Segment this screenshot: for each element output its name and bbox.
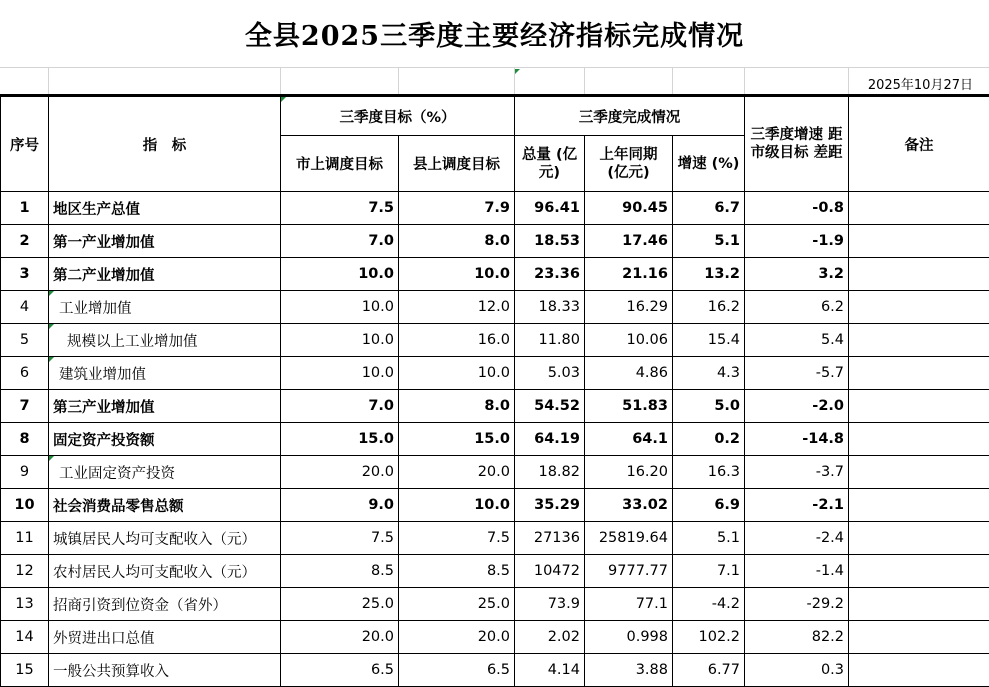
header-total: 总量 (亿元) xyxy=(515,136,585,192)
row-total: 73.9 xyxy=(515,588,585,621)
row-city-target: 7.0 xyxy=(281,390,399,423)
header-target-group-label: 三季度目标（%） xyxy=(339,110,455,126)
row-city-target: 7.5 xyxy=(281,192,399,225)
row-total: 18.33 xyxy=(515,291,585,324)
header-completion-group: 三季度完成情况 xyxy=(515,97,745,136)
row-last-year: 21.16 xyxy=(585,258,673,291)
row-city-target: 7.0 xyxy=(281,225,399,258)
row-remark xyxy=(849,324,989,357)
row-seq: 5 xyxy=(1,324,49,357)
row-city-target: 15.0 xyxy=(281,423,399,456)
row-seq: 7 xyxy=(1,390,49,423)
header-city-target: 市上调度目标 xyxy=(281,136,399,192)
row-gap: 5.4 xyxy=(745,324,849,357)
row-last-year: 3.88 xyxy=(585,654,673,687)
row-remark xyxy=(849,522,989,555)
row-county-target: 10.0 xyxy=(399,258,515,291)
header-target-group xyxy=(281,97,515,136)
row-growth: 6.9 xyxy=(673,489,745,522)
row-gap: 82.2 xyxy=(745,621,849,654)
row-growth: 5.1 xyxy=(673,522,745,555)
table-row xyxy=(1,357,989,390)
header-seq: 序号 xyxy=(1,97,49,192)
row-growth: 15.4 xyxy=(673,324,745,357)
row-seq: 13 xyxy=(1,588,49,621)
row-indicator xyxy=(49,258,281,291)
row-last-year: 16.29 xyxy=(585,291,673,324)
row-remark xyxy=(849,192,989,225)
row-gap: -2.1 xyxy=(745,489,849,522)
row-city-target: 20.0 xyxy=(281,456,399,489)
row-remark xyxy=(849,390,989,423)
row-county-target: 15.0 xyxy=(399,423,515,456)
row-remark xyxy=(849,555,989,588)
row-growth: -4.2 xyxy=(673,588,745,621)
row-county-target: 7.9 xyxy=(399,192,515,225)
row-total: 18.82 xyxy=(515,456,585,489)
row-remark xyxy=(849,258,989,291)
row-seq: 2 xyxy=(1,225,49,258)
row-city-target: 7.5 xyxy=(281,522,399,555)
row-indicator xyxy=(49,489,281,522)
row-gap: 3.2 xyxy=(745,258,849,291)
row-remark xyxy=(849,357,989,390)
row-growth: 102.2 xyxy=(673,621,745,654)
row-total: 10472 xyxy=(515,555,585,588)
row-city-target: 6.5 xyxy=(281,654,399,687)
row-seq: 15 xyxy=(1,654,49,687)
row-seq: 10 xyxy=(1,489,49,522)
sheet-title: 全县2025三季度主要经济指标完成情况 xyxy=(0,0,989,68)
row-remark xyxy=(849,621,989,654)
row-last-year: 9777.77 xyxy=(585,555,673,588)
row-gap: -0.8 xyxy=(745,192,849,225)
row-city-target: 10.0 xyxy=(281,291,399,324)
row-indicator xyxy=(49,390,281,423)
row-total: 5.03 xyxy=(515,357,585,390)
row-seq: 6 xyxy=(1,357,49,390)
row-growth: 6.77 xyxy=(673,654,745,687)
row-growth: 16.2 xyxy=(673,291,745,324)
row-last-year: 64.1 xyxy=(585,423,673,456)
row-remark xyxy=(849,423,989,456)
row-seq: 4 xyxy=(1,291,49,324)
row-gap: 6.2 xyxy=(745,291,849,324)
row-city-target: 25.0 xyxy=(281,588,399,621)
row-growth: 5.0 xyxy=(673,390,745,423)
row-indicator-label: 工业固定资产投资 xyxy=(59,466,175,482)
table-row xyxy=(1,489,989,522)
row-gap: -5.7 xyxy=(745,357,849,390)
row-indicator xyxy=(49,225,281,258)
row-growth: 16.3 xyxy=(673,456,745,489)
row-indicator-label: 农村居民人均可支配收入（元） xyxy=(53,565,256,581)
row-indicator-label: 规模以上工业增加值 xyxy=(67,334,198,350)
row-last-year: 4.86 xyxy=(585,357,673,390)
row-indicator xyxy=(49,456,281,489)
row-last-year: 0.998 xyxy=(585,621,673,654)
row-growth: 5.1 xyxy=(673,225,745,258)
header-indicator: 指 标 xyxy=(49,97,281,192)
row-city-target: 20.0 xyxy=(281,621,399,654)
row-indicator xyxy=(49,423,281,456)
row-county-target: 10.0 xyxy=(399,489,515,522)
row-city-target: 10.0 xyxy=(281,258,399,291)
row-last-year: 33.02 xyxy=(585,489,673,522)
row-indicator xyxy=(49,555,281,588)
row-remark xyxy=(849,456,989,489)
row-indicator-label: 建筑业增加值 xyxy=(59,367,146,383)
row-last-year: 90.45 xyxy=(585,192,673,225)
row-total: 64.19 xyxy=(515,423,585,456)
row-indicator xyxy=(49,522,281,555)
table-row xyxy=(1,291,989,324)
header-growth: 增速 (%) xyxy=(673,136,745,192)
row-county-target: 6.5 xyxy=(399,654,515,687)
row-city-target: 9.0 xyxy=(281,489,399,522)
row-gap: -2.4 xyxy=(745,522,849,555)
row-indicator xyxy=(49,324,281,357)
row-growth: 13.2 xyxy=(673,258,745,291)
row-total: 18.53 xyxy=(515,225,585,258)
row-total: 23.36 xyxy=(515,258,585,291)
row-county-target: 8.0 xyxy=(399,390,515,423)
row-indicator-label: 社会消费品零售总额 xyxy=(53,499,184,515)
row-seq: 1 xyxy=(1,192,49,225)
table-row xyxy=(1,522,989,555)
row-last-year: 25819.64 xyxy=(585,522,673,555)
row-indicator xyxy=(49,291,281,324)
row-last-year: 17.46 xyxy=(585,225,673,258)
row-remark xyxy=(849,489,989,522)
row-seq: 12 xyxy=(1,555,49,588)
row-gap: -3.7 xyxy=(745,456,849,489)
row-indicator-label: 地区生产总值 xyxy=(53,202,140,218)
row-total: 96.41 xyxy=(515,192,585,225)
row-last-year: 10.06 xyxy=(585,324,673,357)
report-date: 2025年10月27日 xyxy=(868,74,973,93)
row-indicator-label: 固定资产投资额 xyxy=(53,433,155,449)
table-row xyxy=(1,555,989,588)
row-total: 11.80 xyxy=(515,324,585,357)
table-row xyxy=(1,456,989,489)
row-indicator-label: 招商引资到位资金（省外） xyxy=(53,598,227,614)
row-indicator-label: 城镇居民人均可支配收入（元） xyxy=(53,532,256,548)
row-county-target: 16.0 xyxy=(399,324,515,357)
row-city-target: 8.5 xyxy=(281,555,399,588)
row-gap: -29.2 xyxy=(745,588,849,621)
table-row xyxy=(1,225,989,258)
row-growth: 4.3 xyxy=(673,357,745,390)
row-seq: 14 xyxy=(1,621,49,654)
table-row xyxy=(1,390,989,423)
row-city-target: 10.0 xyxy=(281,357,399,390)
row-total: 54.52 xyxy=(515,390,585,423)
row-indicator xyxy=(49,588,281,621)
row-last-year: 77.1 xyxy=(585,588,673,621)
row-indicator xyxy=(49,357,281,390)
row-county-target: 25.0 xyxy=(399,588,515,621)
row-remark xyxy=(849,588,989,621)
row-indicator-label: 一般公共预算收入 xyxy=(53,664,169,680)
row-remark xyxy=(849,291,989,324)
row-county-target: 7.5 xyxy=(399,522,515,555)
row-growth: 0.2 xyxy=(673,423,745,456)
indicator-table xyxy=(0,96,989,687)
row-gap: -14.8 xyxy=(745,423,849,456)
header-remark: 备注 xyxy=(849,97,989,192)
date-row xyxy=(0,68,989,96)
table-row xyxy=(1,258,989,291)
header-county-target: 县上调度目标 xyxy=(399,136,515,192)
row-last-year: 16.20 xyxy=(585,456,673,489)
row-growth: 7.1 xyxy=(673,555,745,588)
row-total: 27136 xyxy=(515,522,585,555)
row-city-target: 10.0 xyxy=(281,324,399,357)
row-total: 2.02 xyxy=(515,621,585,654)
row-indicator-label: 第二产业增加值 xyxy=(53,268,155,284)
header-gap: 三季度增速 距市级目标 差距 xyxy=(745,97,849,192)
table-row xyxy=(1,423,989,456)
row-indicator-label: 第一产业增加值 xyxy=(53,235,155,251)
row-growth: 6.7 xyxy=(673,192,745,225)
row-gap: -1.9 xyxy=(745,225,849,258)
row-seq: 3 xyxy=(1,258,49,291)
row-gap: 0.3 xyxy=(745,654,849,687)
row-gap: -2.0 xyxy=(745,390,849,423)
row-seq: 8 xyxy=(1,423,49,456)
table-row xyxy=(1,192,989,225)
table-row xyxy=(1,621,989,654)
row-county-target: 20.0 xyxy=(399,621,515,654)
row-total: 4.14 xyxy=(515,654,585,687)
row-total: 35.29 xyxy=(515,489,585,522)
row-county-target: 8.0 xyxy=(399,225,515,258)
row-county-target: 12.0 xyxy=(399,291,515,324)
row-indicator xyxy=(49,192,281,225)
row-gap: -1.4 xyxy=(745,555,849,588)
table-row xyxy=(1,324,989,357)
row-remark xyxy=(849,225,989,258)
row-indicator-label: 工业增加值 xyxy=(59,301,132,317)
table-row xyxy=(1,588,989,621)
row-county-target: 20.0 xyxy=(399,456,515,489)
row-last-year: 51.83 xyxy=(585,390,673,423)
header-last-year: 上年同期 (亿元) xyxy=(585,136,673,192)
row-indicator xyxy=(49,621,281,654)
row-county-target: 10.0 xyxy=(399,357,515,390)
row-seq: 11 xyxy=(1,522,49,555)
row-indicator-label: 外贸进出口总值 xyxy=(53,631,155,647)
row-indicator-label: 第三产业增加值 xyxy=(53,400,155,416)
row-county-target: 8.5 xyxy=(399,555,515,588)
row-seq: 9 xyxy=(1,456,49,489)
